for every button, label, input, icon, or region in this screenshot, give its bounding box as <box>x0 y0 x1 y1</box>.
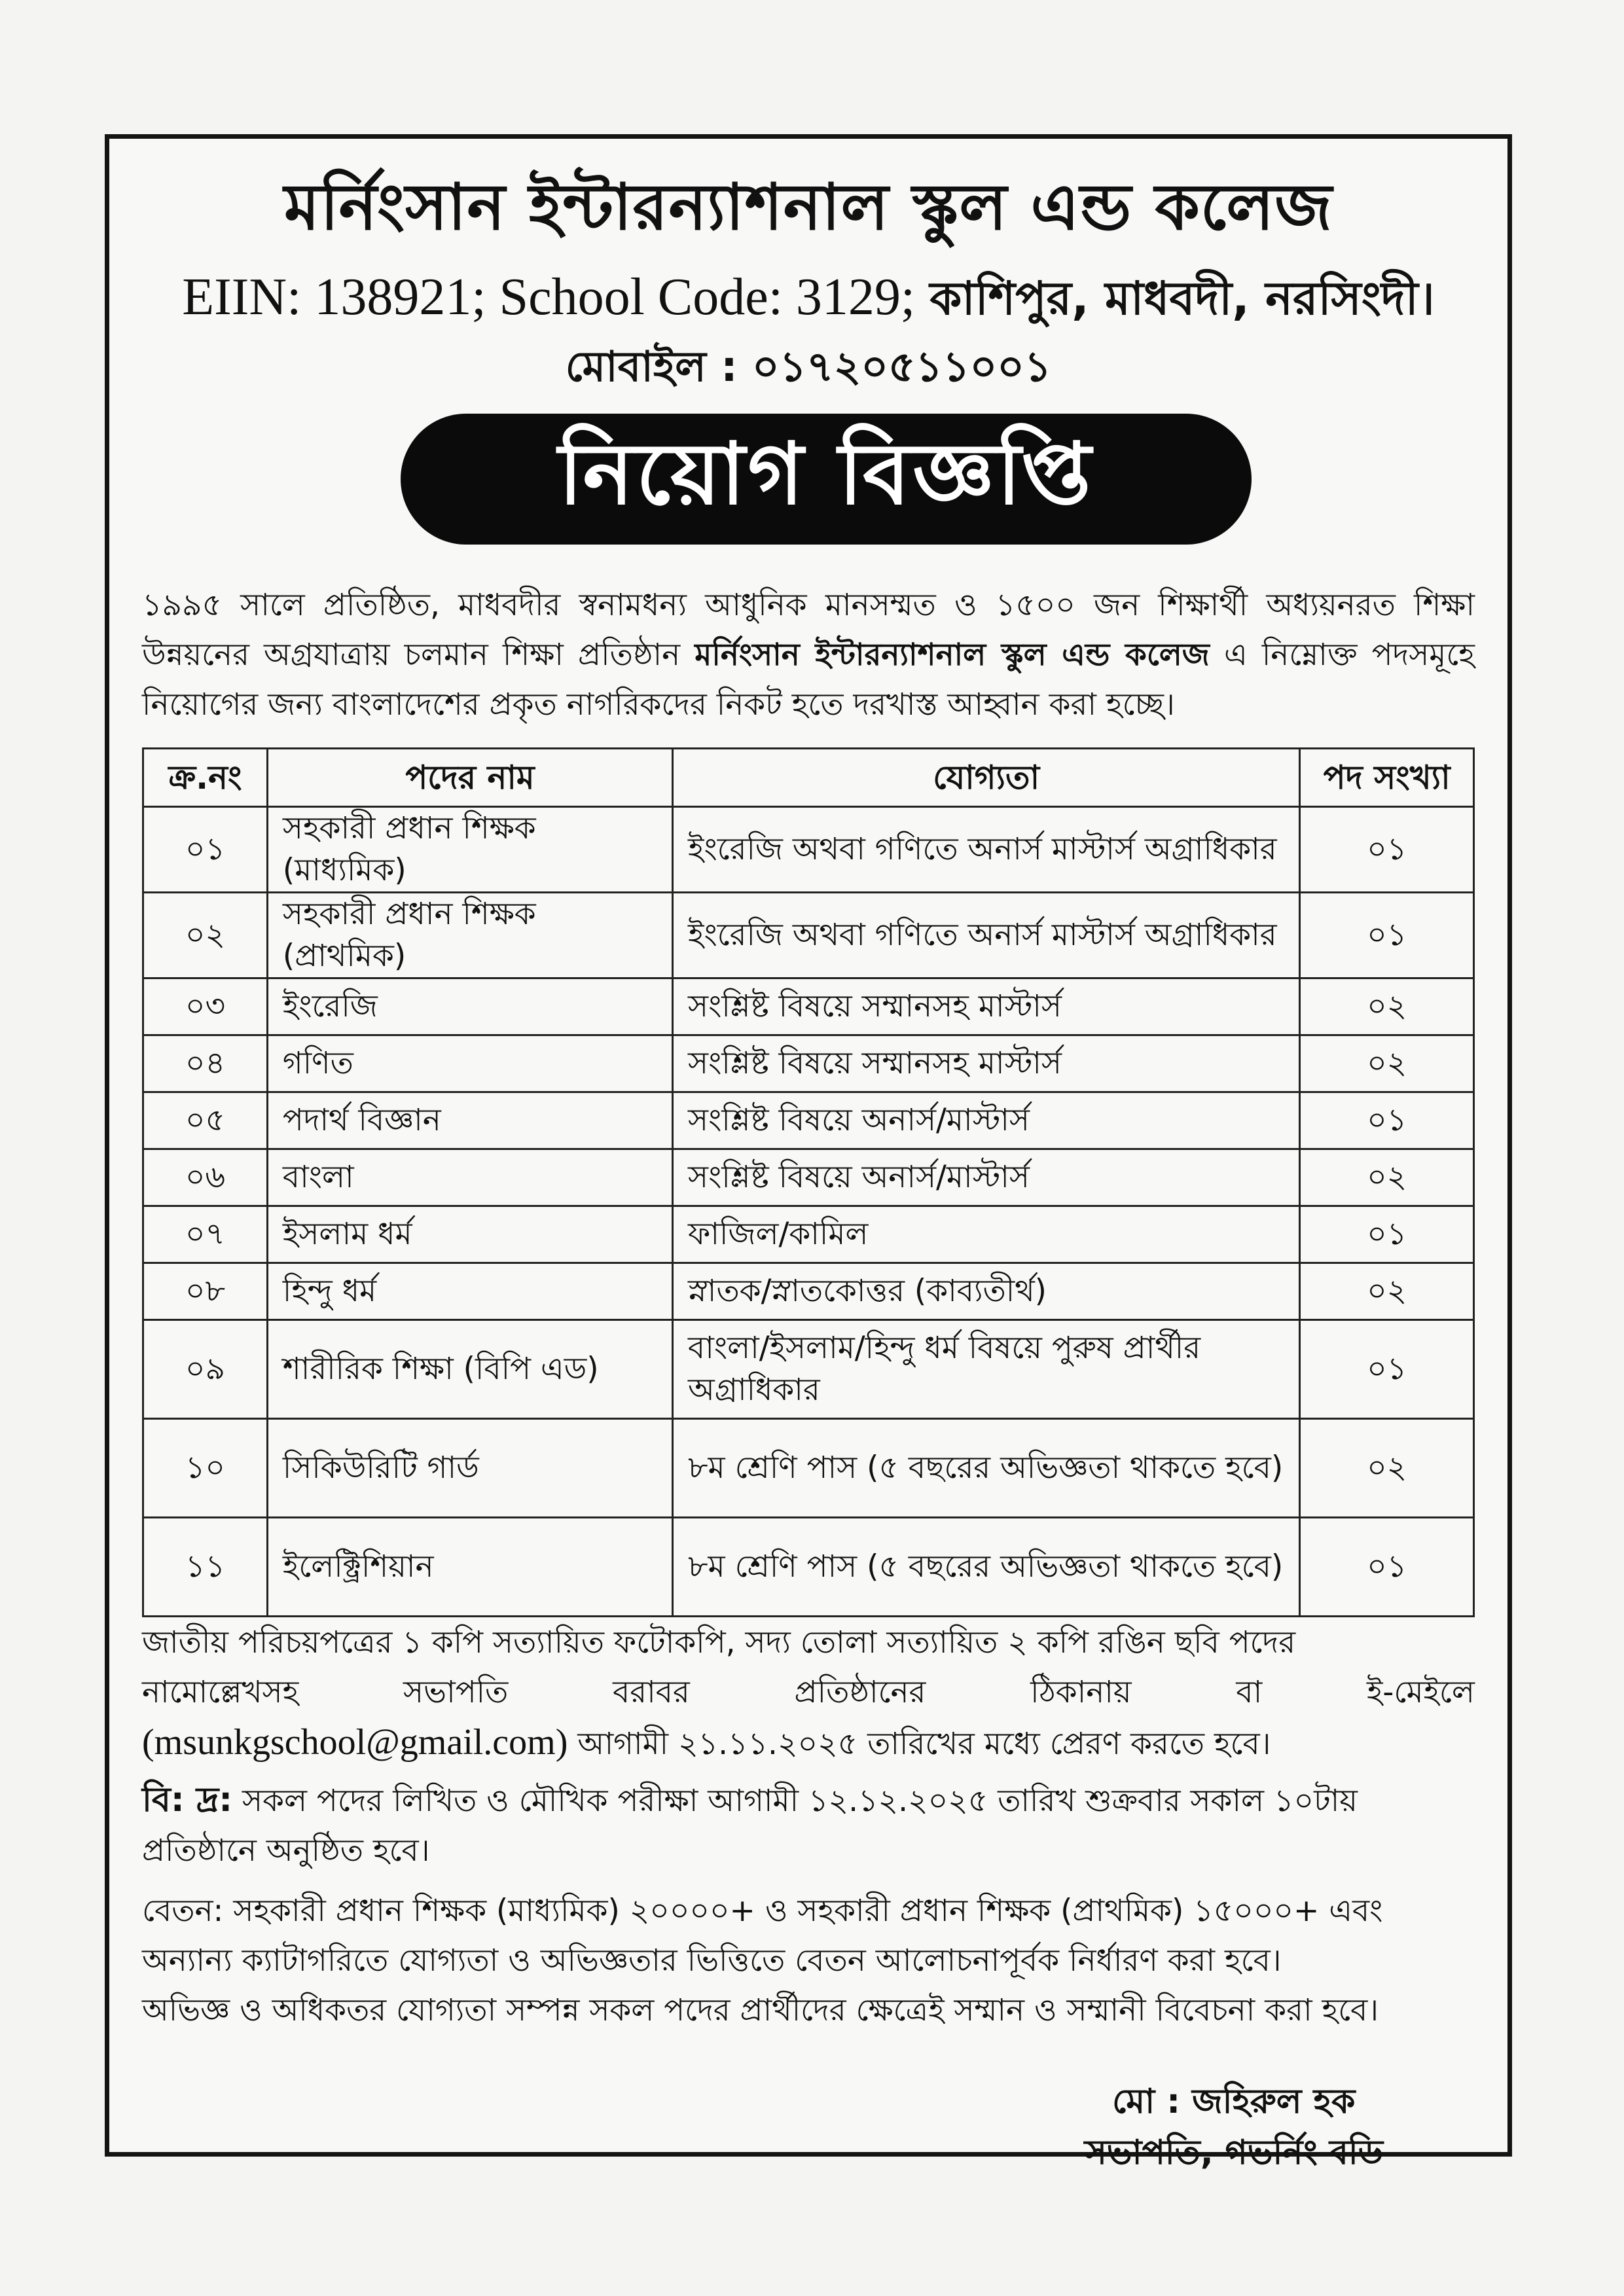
note-label: বি: দ্র: <box>142 1780 233 1820</box>
row-count: ০২ <box>1300 978 1474 1035</box>
row-count: ০১ <box>1300 807 1474 893</box>
row-post: সিকিউরিটি গার্ড <box>267 1419 672 1518</box>
row-count: ০২ <box>1300 1263 1474 1320</box>
school-location: কাশিপুর, মাধবদী, নরসিংদী। <box>929 272 1435 325</box>
submission-word: বা <box>1236 1674 1263 1710</box>
row-post: বাংলা <box>267 1149 672 1206</box>
table-row <box>143 1149 1474 1206</box>
row-post: সহকারী প্রধান শিক্ষক (প্রাথমিক) <box>267 893 672 978</box>
vacancy-table <box>142 747 1475 1617</box>
row-qualification: ৮ম শ্রেণি পাস (৫ বছরের অভিজ্ঞতা থাকতে হবে) <box>673 1518 1300 1617</box>
submission-word: ই-মেইলে <box>1366 1674 1475 1710</box>
row-serial: ০৯ <box>143 1320 268 1419</box>
exam-note <box>142 1775 1475 1876</box>
intro-text-end: এ নিম্নোক্ত পদসমূহে নিয়োগের জন্য বাংলাদেশের প্রকৃত নাগরিকদের নিকট হতে দরখাস্ত আহ্বান করা হচ্ছে। <box>142 637 1475 723</box>
signatory-designation: সভাপতি, গভর্নিং বডি <box>1084 2133 1383 2172</box>
notice-frame <box>105 134 1512 2172</box>
table-row <box>143 1263 1474 1320</box>
row-qualification: সংশ্লিষ্ট বিষয়ে সম্মানসহ মাস্টার্স <box>673 1035 1300 1092</box>
school-name: মর্নিংসান ইন্টারন্যাশনাল স্কুল এন্ড কলেজ <box>284 170 1333 245</box>
row-post: পদার্থ বিজ্ঞান <box>267 1092 672 1149</box>
row-post: ইলেক্ট্রিশিয়ান <box>267 1518 672 1617</box>
row-count: ০২ <box>1300 1149 1474 1206</box>
table-row <box>143 1419 1474 1518</box>
row-post: ইংরেজি <box>267 978 672 1035</box>
row-serial: ১০ <box>143 1419 268 1518</box>
row-qualification: ইংরেজি অথবা গণিতে অনার্স মাস্টার্স অগ্রাধিকার <box>673 893 1300 978</box>
mobile-number: মোবাইল : ০১৭২০৫১১০০১ <box>565 343 1052 391</box>
intro-paragraph <box>142 581 1475 730</box>
submission-line-2 <box>142 1668 1475 1717</box>
notice-title-banner <box>401 414 1252 545</box>
submission-deadline: আগামী ২১.১১.২০২৫ তারিখের মধ্যে প্রেরণ করতে হবে। <box>577 1726 1271 1762</box>
row-count: ০২ <box>1300 1419 1474 1518</box>
row-count: ০১ <box>1300 1206 1474 1263</box>
row-post: ইসলাম ধর্ম <box>267 1206 672 1263</box>
table-row <box>143 978 1474 1035</box>
submission-instructions <box>142 1618 1475 1769</box>
table-row <box>143 893 1474 978</box>
row-qualification: ফাজিল/কামিল <box>673 1206 1300 1263</box>
intro-institution-name: মর্নিংসান ইন্টারন্যাশনাল স্কুল এন্ড কলেজ <box>695 637 1210 673</box>
row-serial: ০৪ <box>143 1035 268 1092</box>
contact-email: (msunkgschool@gmail.com) <box>142 1722 568 1763</box>
submission-word: প্রতিষ্ঠানের <box>794 1674 926 1710</box>
row-qualification: সংশ্লিষ্ট বিষয়ে অনার্স/মাস্টার্স <box>673 1092 1300 1149</box>
row-count: ০২ <box>1300 1035 1474 1092</box>
signature-block <box>1084 2076 1383 2178</box>
table-row <box>143 807 1474 893</box>
signatory-name: মো : জহিরুল হক <box>1112 2082 1356 2121</box>
table-row <box>143 1206 1474 1263</box>
row-post: সহকারী প্রধান শিক্ষক (মাধ্যমিক) <box>267 807 672 893</box>
header-post: পদের নাম <box>267 749 672 807</box>
submission-line-1: জাতীয় পরিচয়পত্রের ১ কপি সত্যায়িত ফটোকপি, সদ্য তোলা সত্যায়িত ২ কপি রঙিন ছবি পদের <box>142 1624 1296 1660</box>
row-qualification: স্নাতক/স্নাতকোত্তর (কাব্যতীর্থ) <box>673 1263 1300 1320</box>
note-text: সকল পদের লিখিত ও মৌখিক পরীক্ষা আগামী ১২.১২.২০২৫ তারিখ শুক্রবার সকাল ১০টায় প্রতিষ্ঠানে অনুষ্ঠিত হবে। <box>142 1783 1358 1869</box>
row-serial: ০১ <box>143 807 268 893</box>
header-serial: ক্র.নং <box>143 749 268 807</box>
salary-honorarium-text: অভিজ্ঞ ও অধিকতর যোগ্যতা সম্পন্ন সকল পদের প্রার্থীদের ক্ষেত্রেই সম্মান ও সম্মানী বিবেচনা করা হবে। <box>142 1992 1379 2028</box>
row-post: হিন্দু ধর্ম <box>267 1263 672 1320</box>
table-row <box>143 1518 1474 1617</box>
submission-word: নামোল্লেখসহ <box>142 1674 299 1710</box>
row-serial: ০২ <box>143 893 268 978</box>
submission-word: সভাপতি <box>403 1674 509 1710</box>
header-qualification: যোগ্যতা <box>673 749 1300 807</box>
eiin-line <box>109 263 1507 340</box>
row-count: ০১ <box>1300 1320 1474 1419</box>
row-post: গণিত <box>267 1035 672 1092</box>
table-row <box>143 1320 1474 1419</box>
header-count: পদ সংখ্যা <box>1300 749 1474 807</box>
submission-word: বরাবর <box>613 1674 690 1710</box>
salary-text: বেতন: সহকারী প্রধান শিক্ষক (মাধ্যমিক) ২০০০০+ ও সহকারী প্রধান শিক্ষক (প্রাথমিক) ১৫০০০+ এবং অন্যান্য ক্যাটাগরিতে যোগ্যতা ও অভিজ্ঞতার ভিত্তিতে বেতন আলোচনাপূর্বক নির্ধারণ করা হবে। <box>142 1893 1383 1979</box>
row-serial: ০৩ <box>143 978 268 1035</box>
row-serial: ১১ <box>143 1518 268 1617</box>
eiin-school-code: EIIN: 138921; School Code: 3129; <box>182 268 916 326</box>
row-serial: ০৮ <box>143 1263 268 1320</box>
row-count: ০১ <box>1300 1518 1474 1617</box>
row-count: ০১ <box>1300 893 1474 978</box>
row-qualification: সংশ্লিষ্ট বিষয়ে অনার্স/মাস্টার্স <box>673 1149 1300 1206</box>
row-qualification: সংশ্লিষ্ট বিষয়ে সম্মানসহ মাস্টার্স <box>673 978 1300 1035</box>
row-serial: ০৫ <box>143 1092 268 1149</box>
notice-title: নিয়োগ বিজ্ঞপ্তি <box>558 423 1094 524</box>
submission-word: ঠিকানায় <box>1030 1674 1132 1710</box>
table-row <box>143 1092 1474 1149</box>
table-row <box>143 1035 1474 1092</box>
submission-line-3 <box>142 1717 1475 1769</box>
salary-info <box>142 1886 1475 2036</box>
row-qualification: ৮ম শ্রেণি পাস (৫ বছরের অভিজ্ঞতা থাকতে হবে) <box>673 1419 1300 1518</box>
row-qualification: ইংরেজি অথবা গণিতে অনার্স মাস্টার্স অগ্রাধিকার <box>673 807 1300 893</box>
table-header-row <box>143 749 1474 807</box>
row-post: শারীরিক শিক্ষা (বিপি এড) <box>267 1320 672 1419</box>
row-serial: ০৭ <box>143 1206 268 1263</box>
row-qualification: বাংলা/ইসলাম/হিন্দু ধর্ম বিষয়ে পুরুষ প্রার্থীর অগ্রাধিকার <box>673 1320 1300 1419</box>
row-count: ০১ <box>1300 1092 1474 1149</box>
row-serial: ০৬ <box>143 1149 268 1206</box>
intro-text-start: ১৯৯৫ সালে প্রতিষ্ঠিত, মাধবদীর স্বনামধন্য আধুনিক মানসম্মত ও ১৫০০ জন শিক্ষার্থী অধ্যয়নরত শিক্ষা উন্নয়নের অগ্রযাত্রায় চলমান শিক্ষা প্রতিষ্ঠান <box>142 587 1475 673</box>
